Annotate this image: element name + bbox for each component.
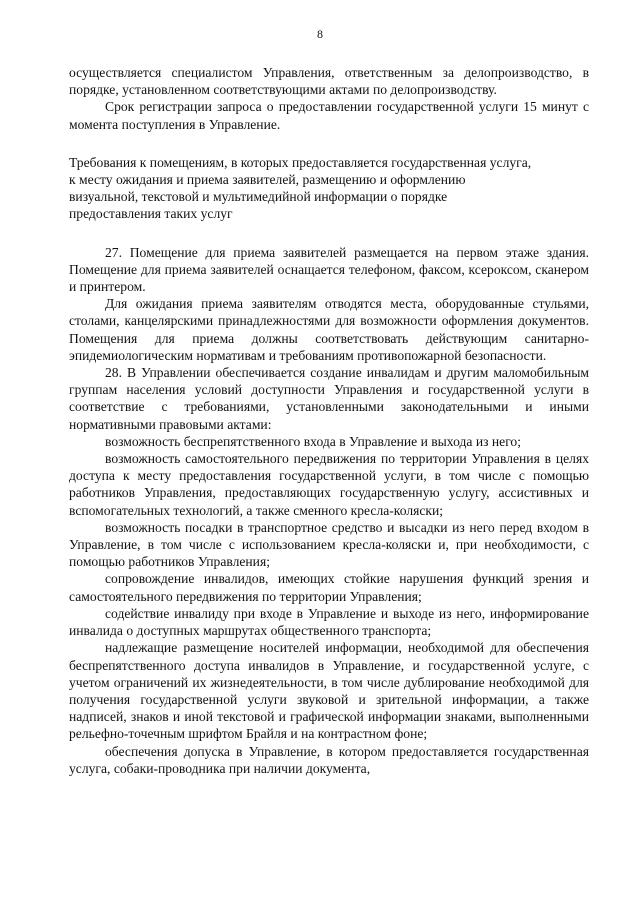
paragraph-continuation: осуществляется специалистом Управления, ответственным за делопроизводство, в порядке, установленном соответствующими актами по делопроизводству. [69, 65, 589, 98]
document-body [69, 64, 589, 777]
list-item: надлежащие размещение носителей информации, необходимой для обеспечения беспрепятственного доступа инвалидов в Управление, и государственной услуге, с учетом ограничений их жизнедеятельности, в том числе дублирование необходимой для получения государственной услуги звуковой и зрительной информации, а также надписей, знаков и иной текстовой и графической информации знаками, выполненными рельефно-точечным шрифтом Брайля и на контрастном фоне; [69, 640, 589, 742]
list-item: возможность беспрепятственного входа в Управление и выхода из него; [105, 433, 522, 449]
list-item: возможность самостоятельного передвижения по территории Управления в целях доступа к месту предоставления государственной услуги, в том числе с помощью работников Управления, предоставляющих государственную услугу, ассистивных и вспомогательных технологий, а также сменного кресла-коляски; [69, 451, 589, 518]
page-number: 8 [317, 27, 323, 41]
list-item: содействие инвалиду при входе в Управление и выходе из него, информирование инвалида о доступных маршрутах общественного транспорта; [69, 605, 589, 639]
heading-line: визуальной, текстовой и мультимедийной информации о порядке [69, 189, 448, 205]
list-item: возможность посадки в транспортное средство и высадки из него перед входом в Управление, в том числе с использованием кресла-коляски и, при необходимости, с помощью работников Управления; [69, 519, 589, 570]
list-item: обеспечения допуска в Управление, в котором предоставляется государственная услуга, собаки-проводника при наличии документа, [69, 743, 589, 776]
list-item: сопровождение инвалидов, имеющих стойкие нарушения функций зрения и самостоятельного передвижения по территории Управления; [69, 571, 589, 604]
paragraph-27: 27. Помещение для приема заявителей размещается на первом этаже здания. Помещение для приема заявителей оснащается телефоном, факсом, ксероксом, сканером и принтером. [69, 244, 589, 295]
heading-line: предоставления таких услуг [69, 206, 233, 222]
paragraph-28: 28. В Управлении обеспечивается создание инвалидам и другим маломобильным группам населения условий доступности Управления и государственной услуги в соответствие с требованиями, установленными законодательными и иными нормативными правовыми актами: [69, 365, 589, 432]
section-heading [69, 154, 589, 223]
heading-line: к месту ожидания и приема заявителей, размещению и оформлению [69, 172, 466, 188]
paragraph-waiting-area: Для ожидания приема заявителям отводятся места, оборудованные стульями, столами, канцелярскими принадлежностями для возможности оформления документов. Помещения для приема должны соответствовать действующим санитарно-эпидемиологическим нормативам и требованиям противопожарной безопасности. [69, 296, 589, 363]
paragraph-registration-time: Срок регистрации запроса о предоставлении государственной услуги 15 минут с момента поступления в Управление. [69, 99, 589, 132]
heading-line: Требования к помещениям, в которых предоставляется государственная услуга, [69, 154, 532, 170]
